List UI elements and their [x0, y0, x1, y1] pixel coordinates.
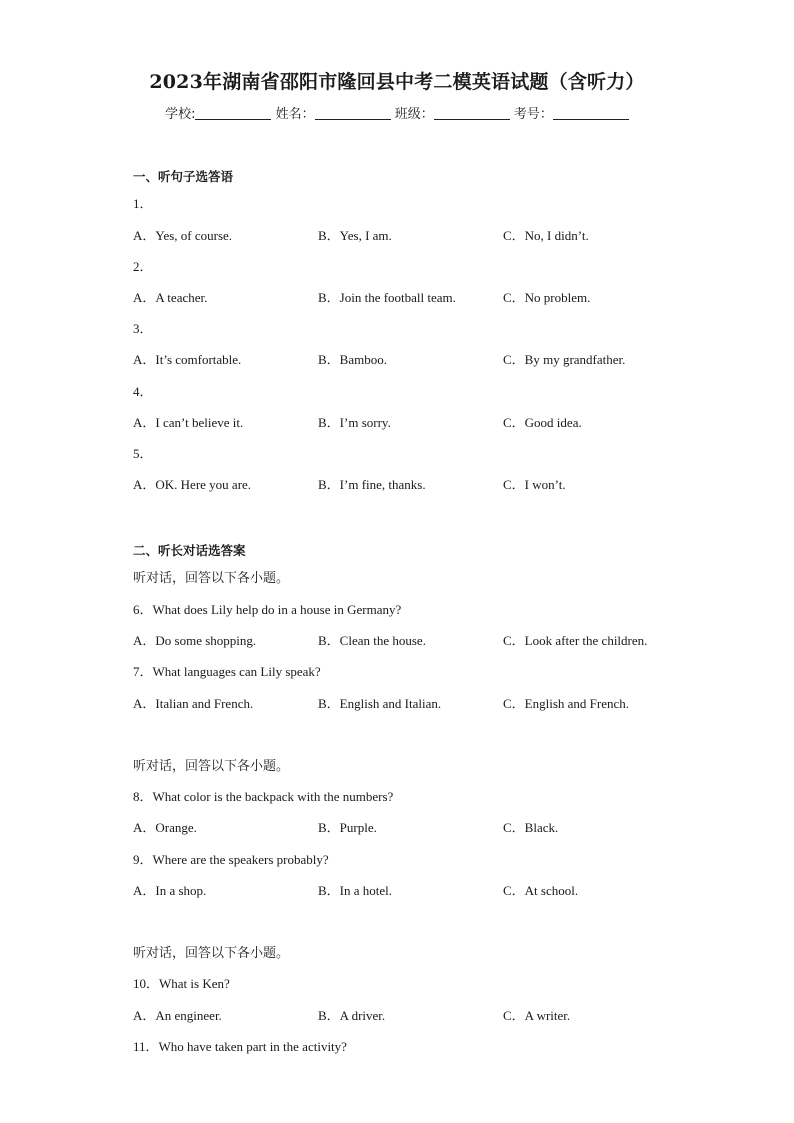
option-a[interactable]: A．In a shop.	[133, 883, 207, 898]
option-c[interactable]: C．I won’t.	[503, 477, 566, 492]
option-c[interactable]: C．Look after the children.	[503, 633, 648, 648]
question-2-options	[133, 287, 733, 305]
exam-title: 2023年湖南省邵阳市隆回县中考二模英语试题（含听力）	[149, 71, 645, 93]
option-a[interactable]: A．OK. Here you are.	[133, 477, 252, 492]
question-text: 6．What does Lily help do in a house in Germany?	[133, 602, 402, 617]
option-b[interactable]: B．Join the football team.	[318, 290, 456, 305]
option-a[interactable]: A．Do some shopping.	[133, 633, 257, 648]
name-label: 姓名：	[275, 107, 315, 122]
class-blank[interactable]	[434, 105, 510, 120]
option-b[interactable]: B．English and Italian.	[318, 696, 442, 711]
option-c[interactable]: C．A writer.	[503, 1008, 571, 1023]
option-a[interactable]: A．Orange.	[133, 820, 197, 835]
question-text: 9．Where are the speakers probably?	[133, 852, 329, 867]
option-b[interactable]: B．A driver.	[318, 1008, 386, 1023]
option-a[interactable]: A．Italian and French.	[133, 696, 254, 711]
question-text: 10．What is Ken?	[133, 976, 230, 991]
option-b[interactable]: B．Clean the house.	[318, 633, 426, 648]
dialogue-intro: 听对话，回答以下各小题。	[133, 571, 290, 586]
question-3-options	[133, 349, 733, 367]
question-8-options	[133, 817, 733, 835]
dialogue-intro: 听对话，回答以下各小题。	[133, 759, 290, 774]
question-text: 11．Who have taken part in the activity?	[133, 1039, 347, 1054]
question-9-options	[133, 880, 733, 898]
section-2-title: 二、听长对话选答案	[133, 543, 246, 558]
option-a[interactable]: A．A teacher.	[133, 290, 208, 305]
question-10-options	[133, 1005, 733, 1023]
option-a[interactable]: A．Yes, of course.	[133, 228, 233, 243]
option-b[interactable]: B．I’m fine, thanks.	[318, 477, 426, 492]
option-a[interactable]: A．An engineer.	[133, 1008, 222, 1023]
option-b[interactable]: B．Bamboo.	[318, 352, 387, 367]
number-label: 考号：	[513, 107, 553, 122]
question-4-options	[133, 412, 733, 430]
school-blank[interactable]	[195, 105, 271, 120]
option-c[interactable]: C．No problem.	[503, 290, 591, 305]
section-1-title: 一、听句子选答语	[133, 169, 234, 184]
option-c[interactable]: C．Good idea.	[503, 415, 582, 430]
option-c[interactable]: C．No, I didn’t.	[503, 228, 589, 243]
question-1-options	[133, 225, 733, 243]
option-b[interactable]: B．In a hotel.	[318, 883, 393, 898]
option-c[interactable]: C．English and French.	[503, 696, 630, 711]
question-number: 4．	[133, 384, 153, 399]
name-blank[interactable]	[315, 105, 391, 120]
question-number: 1．	[133, 196, 153, 211]
dialogue-intro: 听对话，回答以下各小题。	[133, 946, 290, 961]
question-number: 3．	[133, 321, 153, 336]
class-label: 班级：	[394, 107, 434, 122]
option-b[interactable]: B．I’m sorry.	[318, 415, 391, 430]
option-b[interactable]: B．Purple.	[318, 820, 377, 835]
number-blank[interactable]	[553, 105, 629, 120]
question-number: 2．	[133, 259, 153, 274]
option-c[interactable]: C．By my grandfather.	[503, 352, 626, 367]
option-b[interactable]: B．Yes, I am.	[318, 228, 392, 243]
question-number: 5．	[133, 446, 153, 461]
option-a[interactable]: A．It’s comfortable.	[133, 352, 242, 367]
option-c[interactable]: C．Black.	[503, 820, 559, 835]
question-text: 8．What color is the backpack with the numbers?	[133, 789, 394, 804]
question-6-options	[133, 630, 733, 648]
school-label: 学校:	[165, 107, 196, 122]
student-info-line	[0, 103, 794, 122]
question-text: 7．What languages can Lily speak?	[133, 664, 321, 679]
option-a[interactable]: A．I can’t believe it.	[133, 415, 244, 430]
question-7-options	[133, 693, 733, 711]
option-c[interactable]: C．At school.	[503, 883, 579, 898]
question-5-options	[133, 474, 733, 492]
